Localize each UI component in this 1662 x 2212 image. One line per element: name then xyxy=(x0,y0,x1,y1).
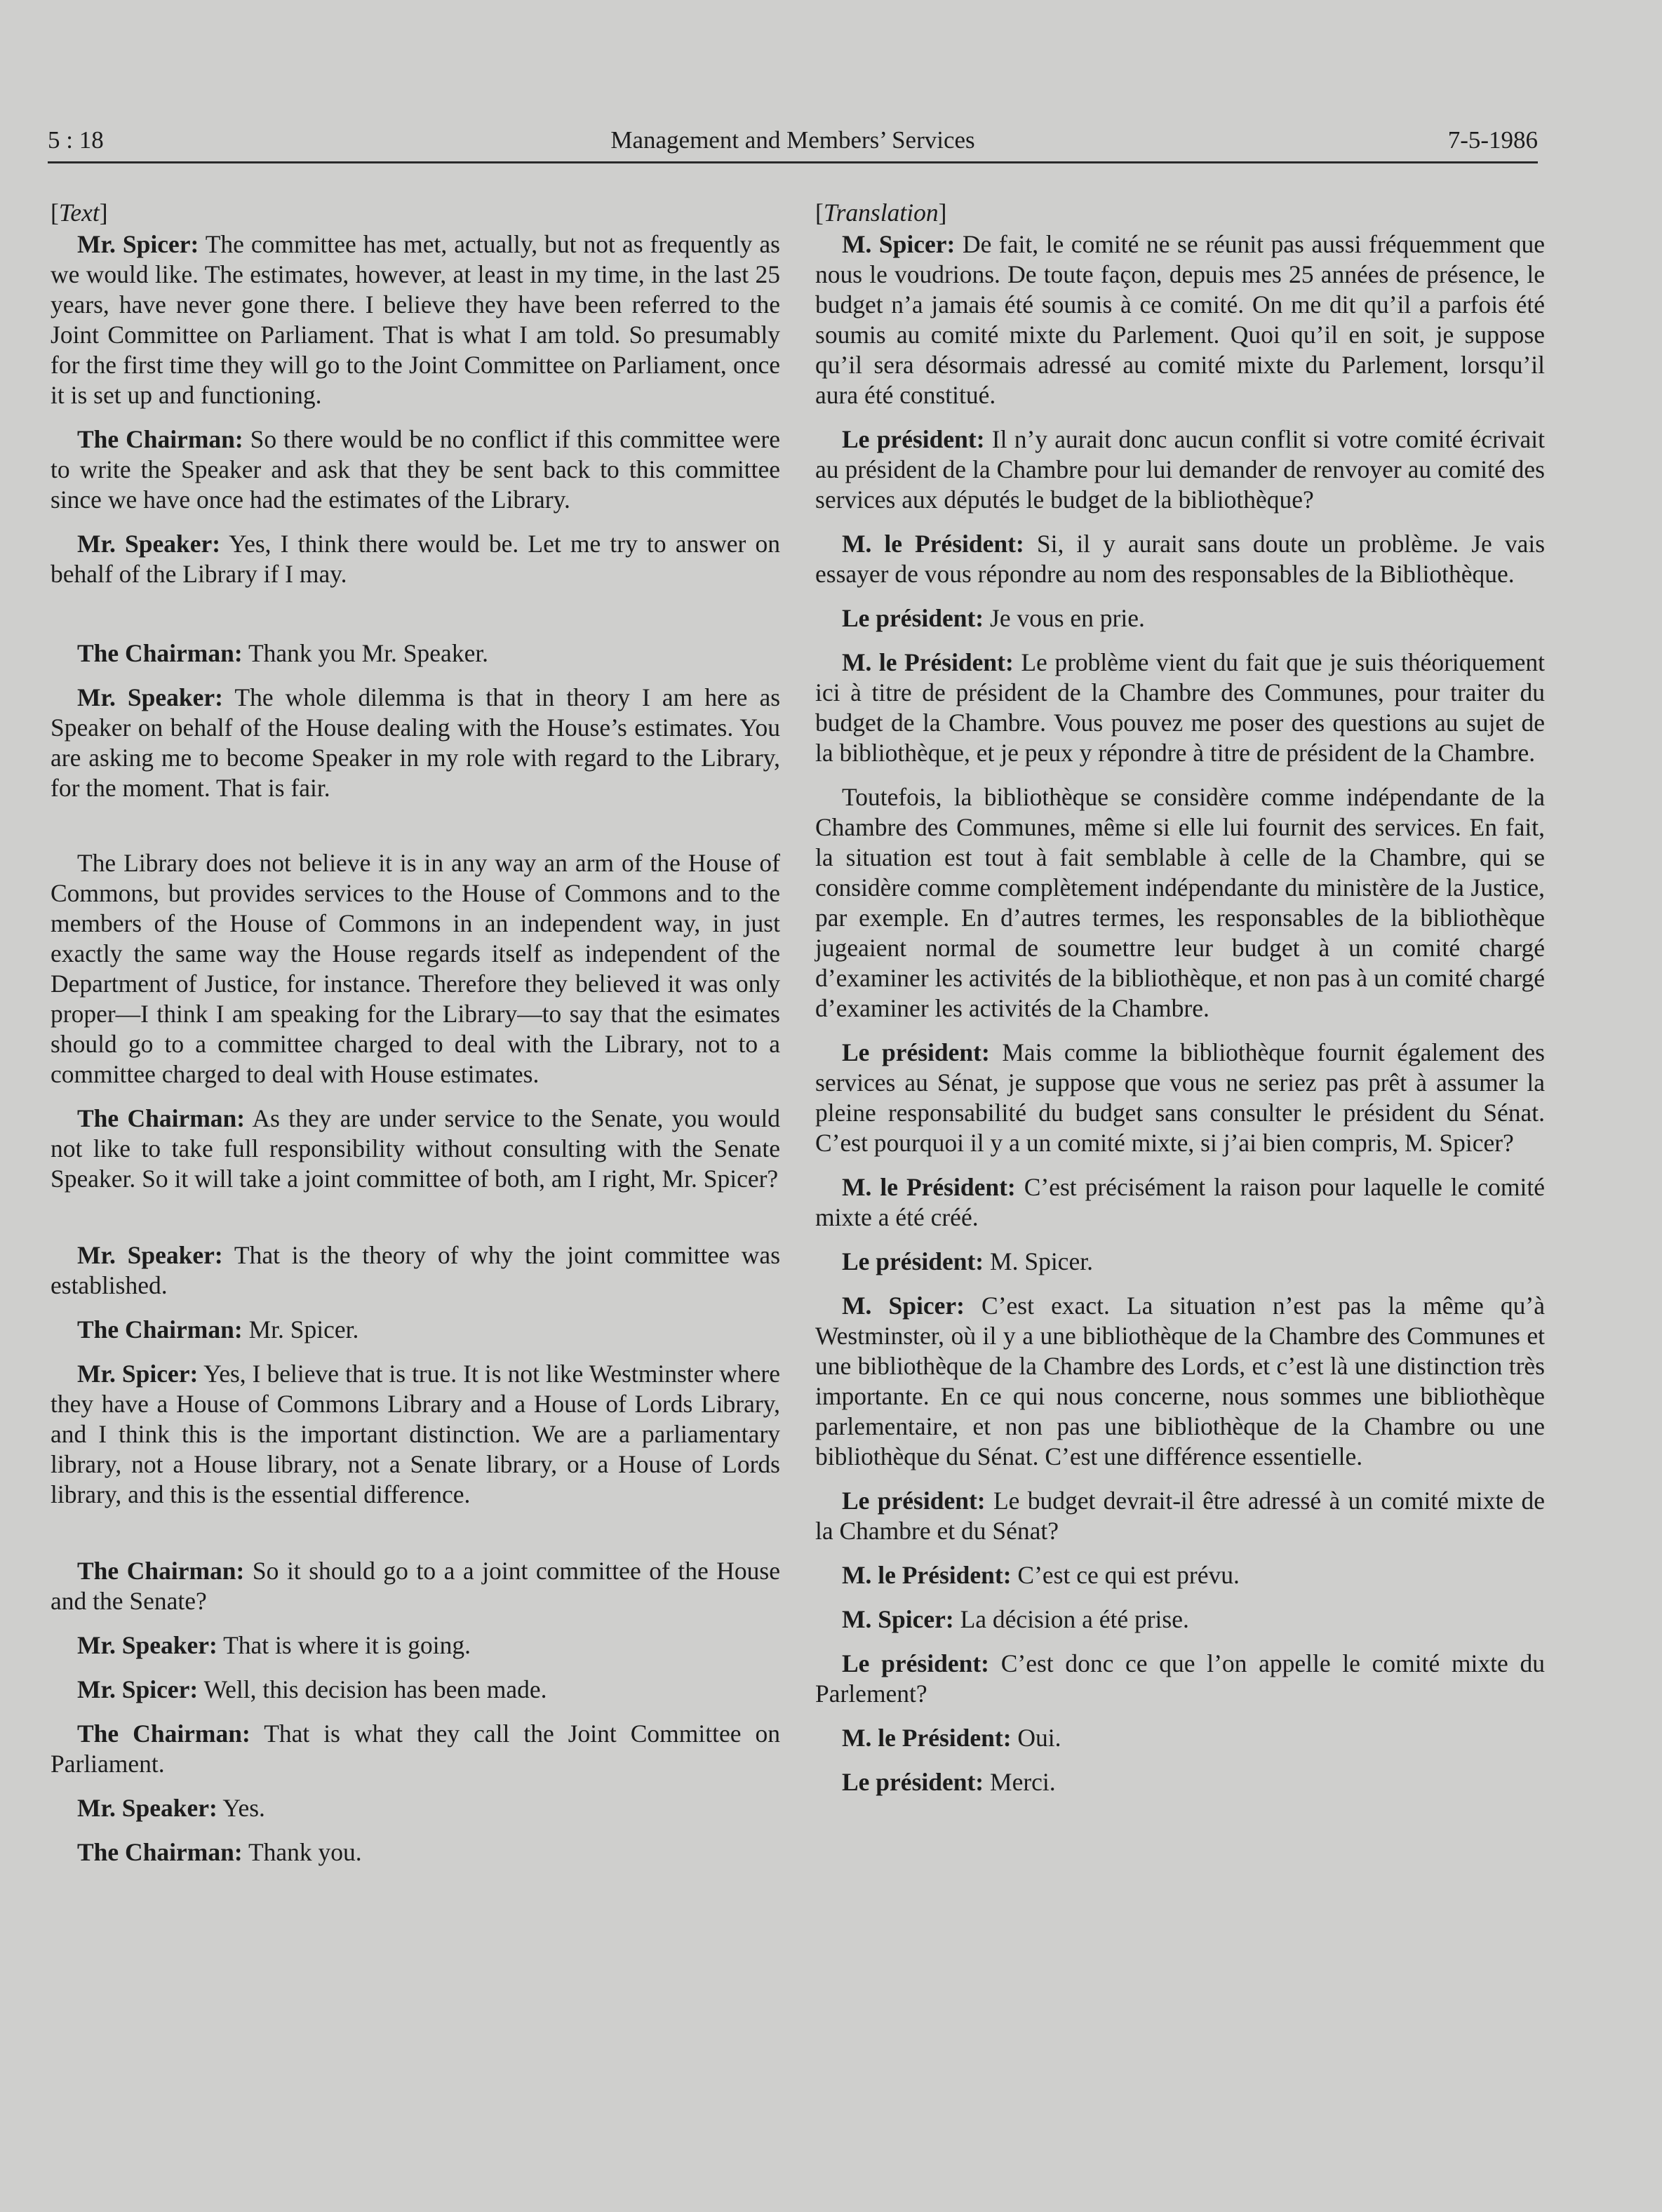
paragraph: The Chairman: Mr. Spicer. xyxy=(77,1315,359,1343)
paragraph: The Chairman: So it should go to a a joint committee of the House and the Senate? xyxy=(51,1557,780,1615)
page-date: 7-5-1986 xyxy=(1447,126,1538,154)
paragraph: Mr. Speaker: The whole dilemma is that in theory I am here as Speaker on behalf of the House dealing with the House’s estimates. You are asking me to become Speaker in my role with regard to the Library, for the moment. That is fair. xyxy=(51,683,781,802)
paragraph: M. le Président: Le problème vient du fait que je suis théoriquement ici à titre de président de la Chambre des Communes, pour traiter du budget de la Chambre. Vous pouvez me poser des questions au sujet de la bibliothèque, et je peux y répondre à titre de président de la Chambre. xyxy=(815,648,1546,767)
paragraph: M. le Président: Si, il y aurait sans doute un problème. Je vais essayer de vous répondre au nom des responsables de la Bibliothèque. xyxy=(815,530,1546,588)
paragraph: The Library does not believe it is in any way an arm of the House of Commons, but provides services to the House of Commons and to the members of the House of Commons in an independent way, in just exactly the same way the House regards itself as independent of the Department of Justice, for instance. Therefore they believed it was only proper—I think I am speaking for the Library—to say that the esimates should go to a committee charged to deal with the Library, not to a committee charged to deal with House estimates. xyxy=(51,849,780,1088)
paragraph: Mr. Speaker: That is where it is going. xyxy=(77,1631,471,1659)
paragraph: Le président: Merci. xyxy=(842,1768,1056,1796)
paragraph: The Chairman: As they are under service to the Senate, you would not like to take full responsibility without consulting with the Senate Speaker. So it will take a joint committee of both, am I right, Mr. Spicer? xyxy=(51,1104,780,1193)
paragraph: Toutefois, la bibliothèque se considère comme indépendante de la Chambre des Communes, même si elle lui fournit des services. En fait, la situation est tout à fait semblable à celle de la Chambre, qui se considère comme complètement indépendante du ministère de la Justice, par exemple. En d’autres termes, les responsables de la bibliothèque jugeaient normal de soumettre leur budget à un comité chargé d’examiner les activités de la bibliothèque, et non pas à un comité chargé d’examiner les activités de la Chambre. xyxy=(815,783,1545,1022)
paragraph: Le président: M. Spicer. xyxy=(842,1247,1093,1275)
header-rule xyxy=(48,161,1538,163)
paragraph: Mr. Speaker: That is the theory of why the joint committee was established. xyxy=(51,1241,781,1299)
column-label: [Text] xyxy=(51,199,108,227)
paragraph: M. Spicer: C’est exact. La situation n’est pas la même qu’à Westminster, où il y a une bibliothèque de la Chambre des Communes et une bibliothèque de la Chambre des Lords, et c’est là une distinction très importante. En ce qui nous concerne, nous sommes une bibliothèque parlementaire, et non pas une bibliothèque de la Chambre ou une bibliothèque du Sénat. C’est une différence essentielle. xyxy=(815,1292,1545,1470)
running-title: Management and Members’ Services xyxy=(610,126,975,154)
page-number: 5 : 18 xyxy=(48,126,104,154)
paragraph: Mr. Spicer: Well, this decision has been made. xyxy=(77,1675,547,1703)
paragraph: Le président: Le budget devrait-il être adressé à un comité mixte de la Chambre et du Sénat? xyxy=(815,1487,1545,1545)
paragraph: M. le Président: C’est ce qui est prévu. xyxy=(842,1561,1240,1589)
paragraph: The Chairman: So there would be no conflict if this committee were to write the Speaker and ask that they be sent back to this committee since we have once had the estimates of the Library. xyxy=(51,425,780,514)
column-label: [Translation] xyxy=(815,199,947,227)
page-header xyxy=(48,123,1538,166)
paragraph: The Chairman: That is what they call the Joint Committee on Parliament. xyxy=(51,1720,781,1778)
paragraph: Le président: Je vous en prie. xyxy=(842,604,1145,632)
paragraph: The Chairman: Thank you. xyxy=(77,1838,362,1866)
paragraph: M. le Président: Oui. xyxy=(842,1724,1061,1752)
paragraph: Mr. Spicer: Yes, I believe that is true. It is not like Westminster where they have a House of Commons Library and a House of Lords Library, and I think this is the important distinction. We are a parliamentary library, not a House library, not a Senate library, or a House of Lords library, and this is the essential difference. xyxy=(51,1360,781,1508)
paragraph: M. le Président: C’est précisément la raison pour laquelle le comité mixte a été créé. xyxy=(815,1173,1546,1231)
paragraph: Le président: Il n’y aurait donc aucun conflit si votre comité écrivait au président de la Chambre pour lui demander de renvoyer au comité des services aux députés le budget de la bibliothèque? xyxy=(815,425,1545,514)
paragraph: Mr. Speaker: Yes, I think there would be. Let me try to answer on behalf of the Library if I may. xyxy=(51,530,781,588)
paragraph: Le président: C’est donc ce que l’on appelle le comité mixte du Parlement? xyxy=(815,1649,1546,1708)
paragraph: The Chairman: Thank you Mr. Speaker. xyxy=(77,639,489,667)
paragraph: Le président: Mais comme la bibliothèque fournit également des services au Sénat, je suppose que vous ne seriez pas prêt à assumer la pleine responsabilité du budget sans consulter le président du Sénat. C’est pourquoi il y a un comité mixte, si j’ai bien compris, M. Spicer? xyxy=(815,1038,1545,1157)
paragraph: Mr. Speaker: Yes. xyxy=(77,1794,265,1822)
french-column xyxy=(815,198,1545,1797)
english-column xyxy=(51,198,780,1868)
paragraph: Mr. Spicer: The committee has met, actually, but not as frequently as we would like. The estimates, however, at least in my time, in the last 25 years, have never gone there. I believe they have been referred to the Joint Committee on Parliament. That is what I am told. So presumably for the first time they will go to the Joint Committee on Parliament, once it is set up and functioning. xyxy=(51,230,780,409)
paragraph: M. Spicer: La décision a été prise. xyxy=(842,1605,1189,1633)
paragraph: M. Spicer: De fait, le comité ne se réunit pas aussi fréquemment que nous le voudrions. De toute façon, depuis mes 25 années de présence, le budget n’a jamais été soumis à ce comité. On me dit qu’il a parfois été soumis au comité mixte du Parlement. Quoi qu’il en soit, je suppose qu’il sera désormais adressé au comité mixte du Parlement, lorsqu’il aura été constitué. xyxy=(815,230,1546,409)
